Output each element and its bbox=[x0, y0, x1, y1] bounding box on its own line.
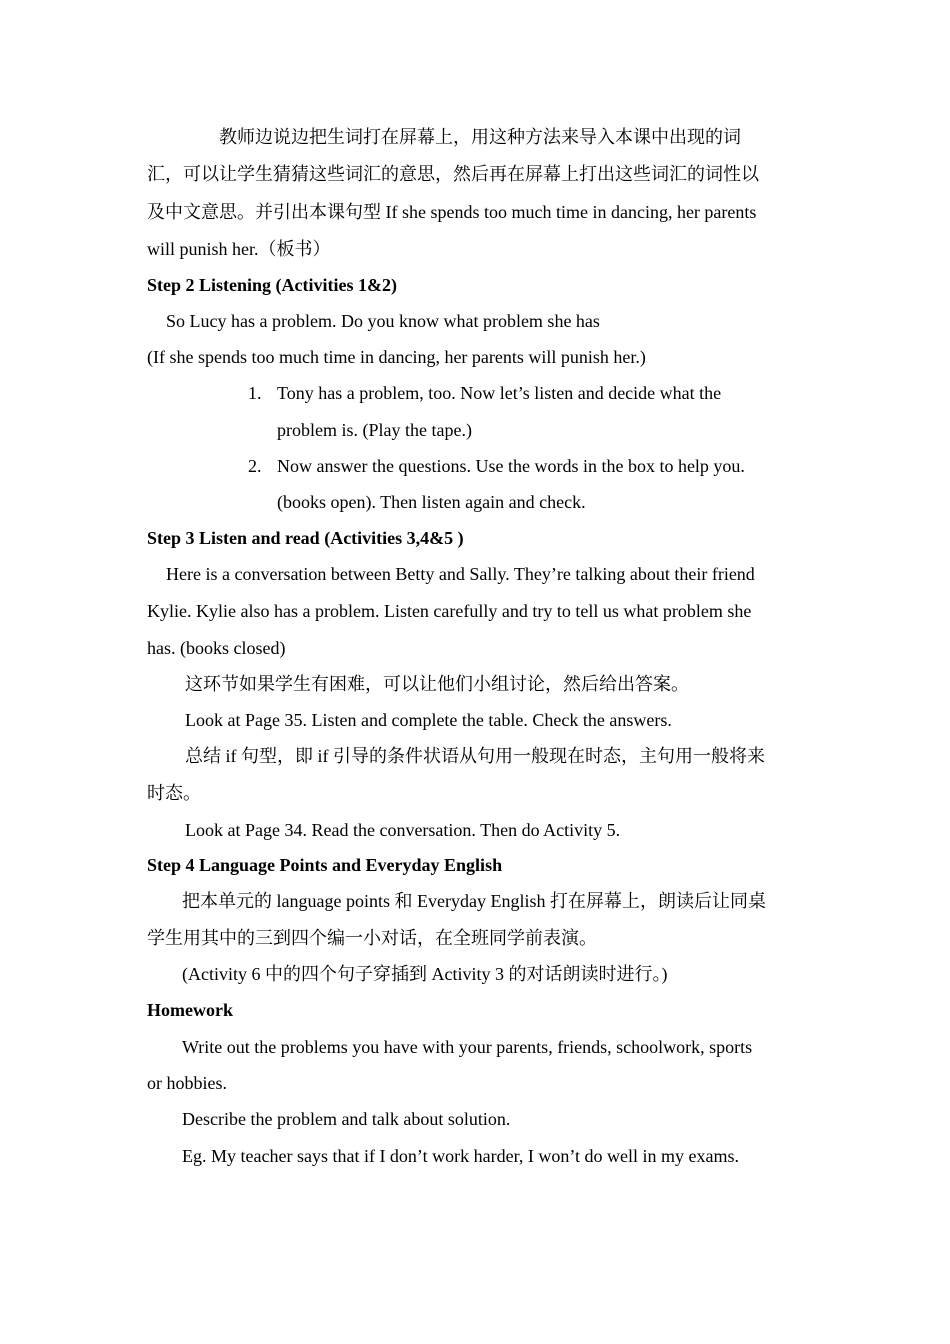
intro-line-4: will punish her.（板书） bbox=[147, 239, 331, 259]
list-item-number: 2. bbox=[248, 456, 262, 476]
step2-heading: Step 2 Listening (Activities 1&2) bbox=[147, 275, 397, 295]
step3-line-6: 总结 if 句型，即 if 引导的条件状语从句用一般现在时态，主句用一般将来 bbox=[185, 746, 765, 766]
list-item-line-1: Tony has a problem, too. Now let’s listen and decide what the bbox=[277, 383, 722, 403]
step3-line-1: Here is a conversation between Betty and Sally. They’re talking about their friend bbox=[166, 564, 755, 584]
step3-line-4: 这环节如果学生有困难，可以让他们小组讨论，然后给出答案。 bbox=[185, 674, 689, 694]
list-item-line-2: problem is. (Play the tape.) bbox=[277, 420, 472, 440]
intro-line-2: 汇，可以让学生猜猜这些词汇的意思，然后再在屏幕上打出这些词汇的词性以 bbox=[147, 164, 759, 184]
list-item-line-1: Now answer the questions. Use the words in the box to help you. bbox=[277, 456, 745, 476]
intro-line-1: 教师边说边把生词打在屏幕上，用这种方法来导入本课中出现的词 bbox=[219, 127, 741, 147]
step3-line-3: has. (books closed) bbox=[147, 638, 286, 658]
step3-line-5: Look at Page 35. Listen and complete the table. Check the answers. bbox=[185, 710, 672, 730]
step3-line-8: Look at Page 34. Read the conversation. Then do Activity 5. bbox=[185, 820, 621, 840]
list-item-line-2: (books open). Then listen again and check. bbox=[277, 492, 586, 512]
step3-line-7: 时态。 bbox=[147, 783, 201, 803]
step3-line-2: Kylie. Kylie also has a problem. Listen carefully and try to tell us what problem she bbox=[147, 601, 752, 621]
step4-line-3: (Activity 6 中的四个句子穿插到 Activity 3 的对话朗读时进行。) bbox=[182, 964, 668, 984]
list-item-number: 1. bbox=[248, 383, 262, 403]
step2-line-2: (If she spends too much time in dancing, her parents will punish her.) bbox=[147, 347, 646, 367]
homework-heading: Homework bbox=[147, 1000, 233, 1020]
homework-line-4: Eg. My teacher says that if I don’t work harder, I won’t do well in my exams. bbox=[182, 1146, 739, 1166]
step4-line-1: 把本单元的 language points 和 Everyday English 打在屏幕上，朗读后让同桌 bbox=[182, 891, 766, 911]
step4-line-2: 学生用其中的三到四个编一小对话，在全班同学前表演。 bbox=[147, 928, 597, 948]
homework-line-3: Describe the problem and talk about solution. bbox=[182, 1109, 511, 1129]
homework-line-1: Write out the problems you have with your parents, friends, schoolwork, sports bbox=[182, 1037, 753, 1057]
intro-line-3: 及中文意思。并引出本课句型 If she spends too much time in dancing, her parents bbox=[147, 202, 757, 222]
homework-line-2: or hobbies. bbox=[147, 1073, 227, 1093]
step4-heading: Step 4 Language Points and Everyday English bbox=[147, 855, 503, 875]
step3-heading: Step 3 Listen and read (Activities 3,4&5 ) bbox=[147, 528, 464, 548]
step2-line-1: So Lucy has a problem. Do you know what problem she has bbox=[166, 311, 600, 331]
